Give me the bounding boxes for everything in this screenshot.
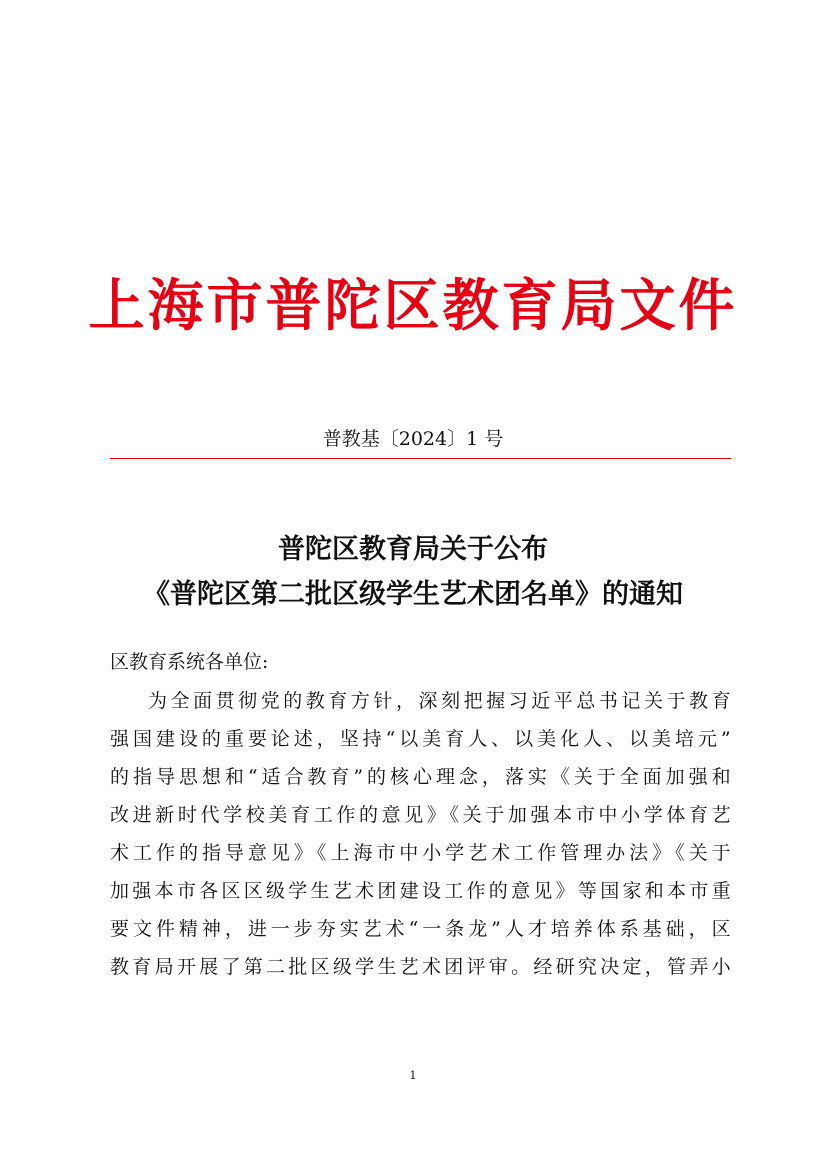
body-line-7: 要文件精神，进一步夯实艺术“一条龙”人才培养体系基础，区 — [110, 918, 731, 940]
body-line-6: 加强本市各区区级学生艺术团建设工作的意见》等国家和本市重 — [110, 880, 731, 902]
document-header-title: 上海市普陀区教育局文件 — [88, 273, 738, 339]
notice-title-line-2: 《普陀区第二批区级学生艺术团名单》的通知 — [143, 579, 683, 610]
body-line-3: 的指导思想和“适合教育”的核心理念，落实《关于全面加强和 — [110, 766, 731, 788]
salutation: 区教育系统各单位: — [110, 651, 269, 673]
page-number: 1 — [409, 1069, 417, 1082]
body-line-4: 改进新时代学校美育工作的意见》《关于加强本市中小学体育艺 — [110, 804, 731, 826]
body-line-2: 强国建设的重要论述，坚持“以美育人、以美化人、以美培元” — [110, 728, 731, 750]
body-line-1: 为全面贯彻党的教育方针，深刻把握习近平总书记关于教育 — [148, 690, 731, 712]
header-divider — [110, 458, 731, 459]
notice-title-line-1: 普陀区教育局关于公布 — [278, 534, 548, 565]
document-number: 普教基〔2024〕1 号 — [322, 428, 504, 450]
body-line-5: 术工作的指导意见》《上海市中小学艺术工作管理办法》《关于 — [110, 842, 731, 864]
body-line-8: 教育局开展了第二批区级学生艺术团评审。经研究决定，管弄小 — [110, 956, 731, 978]
